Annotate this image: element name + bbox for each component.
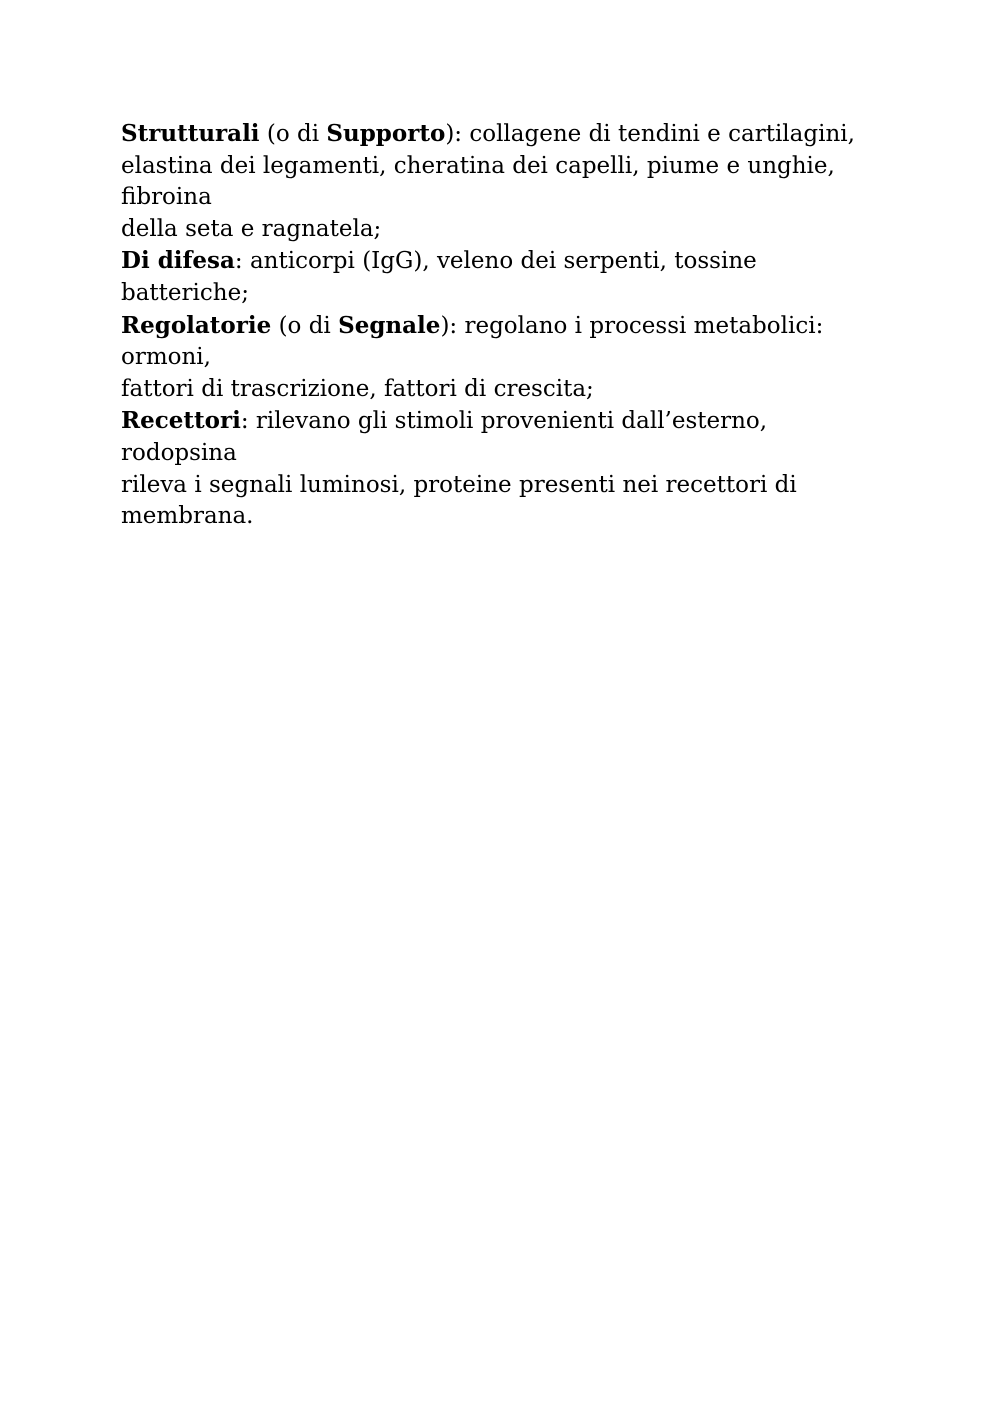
text-run: ): regolano i processi metabolici: — [440, 312, 824, 339]
text-run: fibroina — [121, 184, 212, 211]
text-line — [121, 374, 901, 406]
text-line — [121, 470, 901, 502]
text-run: batteriche; — [121, 279, 249, 306]
text-line — [121, 214, 901, 246]
text-run: fattori di trascrizione, fattori di crescita; — [121, 375, 594, 402]
text-run: : rilevano gli stimoli provenienti dall’esterno, — [240, 408, 768, 435]
text-line — [121, 182, 901, 214]
bold-term: Supporto — [326, 120, 446, 147]
text-run: elastina dei legamenti, cheratina dei capelli, piume e unghie, — [121, 152, 835, 179]
text-line — [121, 310, 901, 343]
text-run: rodopsina — [121, 439, 237, 466]
text-line — [121, 278, 901, 310]
text-run: (o di — [271, 312, 339, 339]
text-run: membrana. — [121, 503, 254, 530]
text-line — [121, 405, 901, 438]
text-line — [121, 245, 901, 278]
bold-term: Di difesa — [121, 247, 235, 275]
text-line — [121, 438, 901, 470]
bold-term: Regolatorie — [121, 311, 272, 339]
text-run: della seta e ragnatela; — [121, 215, 382, 242]
bold-term: Segnale — [338, 311, 441, 339]
body-text — [121, 118, 901, 533]
text-run: ): collagene di tendini e cartilagini, — [445, 121, 855, 147]
bold-term: Recettori — [121, 407, 241, 435]
text-run: (o di — [259, 121, 327, 147]
text-line — [121, 118, 901, 151]
text-line — [121, 342, 901, 374]
text-line — [121, 501, 901, 533]
text-line — [121, 151, 901, 183]
bold-term: Strutturali — [121, 120, 260, 147]
text-run: : anticorpi (IgG), veleno dei serpenti, tossine — [234, 248, 757, 275]
text-run: ormoni, — [121, 344, 211, 371]
text-run: rileva i segnali luminosi, proteine presenti nei recettori di — [121, 471, 797, 498]
